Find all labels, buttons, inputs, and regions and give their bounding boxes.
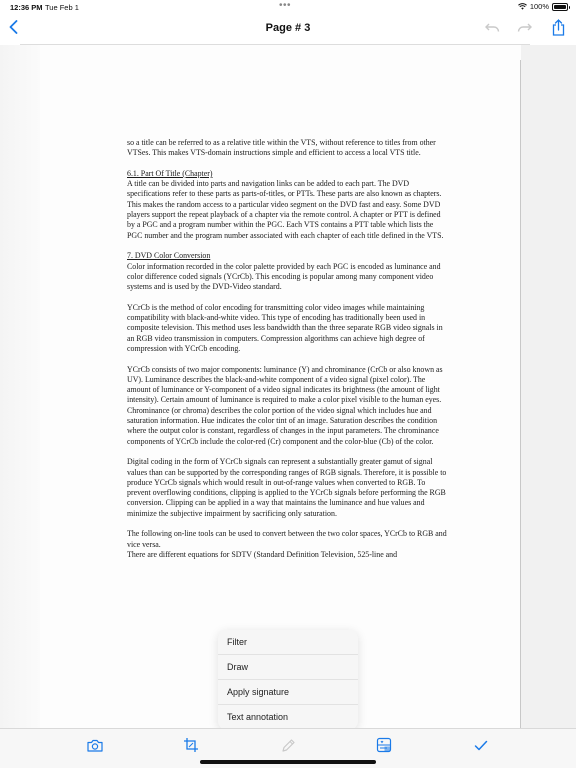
undo-icon[interactable]: [484, 22, 500, 34]
menu-item-apply-signature[interactable]: Apply signature: [218, 680, 358, 705]
document-page-edge: [520, 60, 521, 730]
menu-item-draw[interactable]: Draw: [218, 655, 358, 680]
home-indicator[interactable]: [200, 760, 376, 764]
status-bar: [0, 0, 576, 14]
redo-icon[interactable]: [516, 22, 532, 34]
edit-options-menu: [218, 630, 358, 730]
document-text: [127, 138, 449, 560]
nav-bar: [0, 14, 576, 42]
checkmark-icon[interactable]: [472, 737, 490, 753]
ycrcb-paragraph: YCrCb is the method of color encoding for transmitting color video images while maintaining compatibility with black-and-white video. This type of encoding has traditionally been used in composite television. This method uses less bandwidth than the three separate RGB video signals in an RGB video transmission in computers. Compression algorithms can achieve high degree of compression with YCrCb encoding.: [127, 302, 443, 353]
menu-item-text-annotation[interactable]: Text annotation: [227, 712, 289, 722]
pencil-icon: [279, 736, 297, 754]
document-margin-right: [521, 45, 576, 735]
chapter-paragraph: A title can be divided into parts and navigation links can be added to each part. The DVD specifications refer to these parts as parts-of-titles, or PTTs. These parts are also known as chapters. This makes the random access to a particular video segment on the DVD fast and easy. Some DVD players support the repeat playback of a chapter via the remote control. A chapter or PTT is defined by a PGC and a program number within the PGC. Each VTS contains a PTT table which lists the PGC number and the program number associated with each chapter of each title defined in the VTS.: [127, 179, 444, 240]
status-date: Tue Feb 1: [45, 3, 79, 12]
wifi-icon: [518, 3, 527, 10]
page-title: Page # 3: [265, 22, 311, 34]
battery-percent: 100%: [529, 2, 549, 11]
tools-paragraph-line-1: The following on-line tools can be used to convert between the two color spaces, YCrCb to RGB and vice versa.: [127, 529, 447, 549]
status-time: 12:36 PM: [10, 3, 43, 12]
section-heading-color-conversion: 7. DVD Color Conversion: [127, 251, 211, 261]
section-heading-chapter: 6.1. Part Of Title (Chapter): [127, 168, 213, 178]
menu-item-filter[interactable]: Filter: [218, 630, 358, 655]
color-conversion-paragraph: Color information recorded in the color palette provided by each PGC is encoded as luminance and color difference coded signals (YCrCb). This encoding is popular among many component video systems and is used by the DVD-Video standard.: [127, 261, 441, 292]
intro-paragraph: so a title can be referred to as a relative title within the VTS, without reference to titles from other VTSes. This makes VTS-domain instructions simple and efficient to access a local VTS title.: [127, 138, 436, 158]
share-icon[interactable]: [550, 18, 566, 36]
tools-paragraph-line-2: There are different equations for SDTV (Standard Definition Television, 525-line and: [127, 549, 398, 559]
camera-icon[interactable]: [86, 737, 104, 753]
enhance-icon[interactable]: [375, 736, 393, 754]
multitasking-dots-icon[interactable]: •••: [279, 0, 292, 11]
crop-icon[interactable]: [182, 736, 200, 754]
status-right: [518, 2, 568, 11]
battery-icon: [552, 3, 568, 11]
components-paragraph: YCrCb consists of two major components: luminance (Y) and chrominance (CrCb or also known as UV). Luminance describes the black-and-white component of a video signal (pixel color). The amount of luminance or Y-component of a video signal indicates its brightness (the amount of light intensity). Certain amount of luminance is required to make a color pixel visible to the human eyes. Chrominance (or chroma) describes the color portion of the video signal which includes hue and saturation information. Hue indicates the color tint of an image. Saturation describes the condition where the output color is constant, regardless of changes in the input parameters. The chrominance components of YCrCb include the color-red (Cr) component and the color-blue (Cb) of the color.: [127, 364, 443, 446]
document-margin-left: [0, 45, 40, 735]
digital-coding-paragraph: Digital coding in the form of YCrCb signals can represent a substantially greater gamut of signal values than can be supported by the corresponding ranges of RGB signals. Therefore, it is possible to produce YCrCb signals which would result in out-of-range values when converted to RGB. To prevent overflowing conditions, clipping is applied to the YCrCb signals before performing the RGB conversion. Clipping can be applied in a way that maintains the luminance and hue values and minimize the subjective impairment by sacrificing only saturation.: [127, 457, 447, 518]
